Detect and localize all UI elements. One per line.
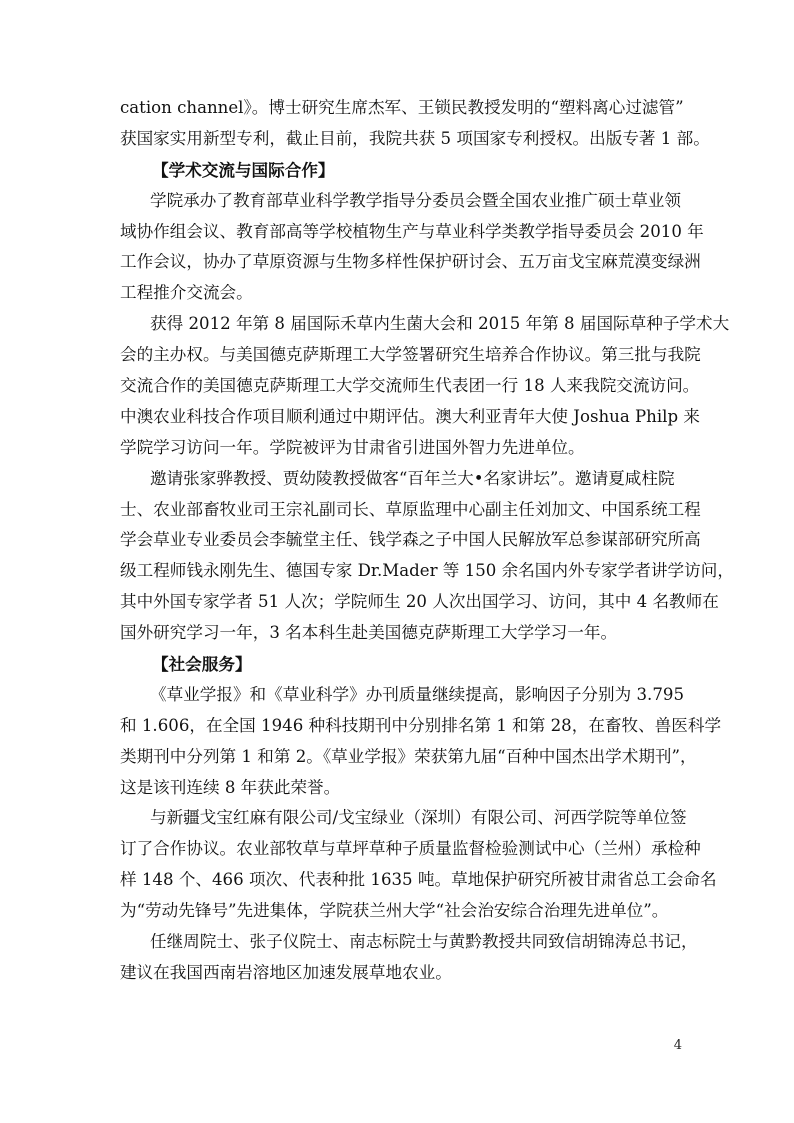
- body-text-line: 交流合作的美国德克萨斯理工大学交流师生代表团一行 18 人来我院交流访问。: [120, 376, 700, 396]
- body-text-line: 获得 2012 年第 8 届国际禾草内生菌大会和 2015 年第 8 届国际草种子学术大: [150, 314, 730, 334]
- body-text-line: 学院承办了教育部草业科学教学指导分委员会暨全国农业推广硕士草业领: [150, 190, 681, 210]
- body-text-line: 为“劳动先锋号”先进集体，学院获兰州大学“社会治安综合治理先进单位”。: [120, 901, 669, 921]
- body-text-line: 学会草业专业委员会李毓堂主任、钱学森之子中国人民解放军总参谋部研究所高: [120, 530, 701, 550]
- body-text-line: 获国家实用新型专利，截止目前，我院共获 5 项国家专利授权。出版专著 1 部。: [120, 128, 710, 148]
- body-text-line: 订了合作协议。农业部牧草与草坪草种子质量监督检验测试中心（兰州）承检种: [120, 839, 701, 859]
- body-text-line: 级工程师钱永刚先生、德国专家 Dr.Mader 等 150 余名国内外专家学者讲学访问，: [120, 561, 734, 581]
- body-text-line: 这是该刊连续 8 年获此荣誉。: [120, 777, 341, 797]
- body-text-line: cation channel》。博士研究生席杰军、王锁民教授发明的“塑料离心过滤管”: [120, 98, 684, 117]
- document-body: [120, 93, 734, 989]
- body-text-line: 任继周院士、张子仪院士、南志标院士与黄黔教授共同致信胡锦涛总书记，: [150, 932, 698, 952]
- body-text-line: 类期刊中分列第 1 和第 2。《草业学报》荣获第九届“百种中国杰出学术期刊”，: [120, 746, 697, 766]
- body-text-line: 会的主办权。与美国德克萨斯理工大学签署研究生培养合作协议。第三批与我院: [120, 345, 701, 365]
- body-text-line: 《草业学报》和《草业科学》办刊质量继续提高，影响因子分别为 3.795: [150, 684, 684, 704]
- body-text-line: 学院学习访问一年。学院被评为甘肃省引进国外智力先进单位。: [120, 437, 585, 457]
- body-text-line: 样 148 个、466 项次、代表种批 1635 吨。草地保护研究所被甘肃省总工会命名: [120, 870, 717, 890]
- body-text-line: 国外研究学习一年，3 名本科生赴美国德克萨斯理工大学学习一年。: [120, 623, 618, 643]
- body-text-line: 工程推介交流会。: [120, 283, 253, 303]
- body-text-line: 士、农业部畜牧业司王宗礼副司长、草原监理中心副主任刘加文、中国系统工程: [120, 499, 701, 519]
- body-text-line: 工作会议，协办了草原资源与生物多样性保护研讨会、五万亩戈宝麻荒漠变绿洲: [120, 252, 701, 272]
- body-text-line: 与新疆戈宝红麻有限公司/戈宝绿业（深圳）有限公司、河西学院等单位签: [150, 808, 687, 828]
- body-text-line: 和 1.606，在全国 1946 种科技期刊中分别排名第 1 和第 28，在畜牧、兽医科学: [120, 715, 722, 735]
- body-text-line: 中澳农业科技合作项目顺利通过中期评估。澳大利亚青年大使 Joshua Philp 来: [120, 406, 700, 426]
- body-text-line: 域协作组会议、教育部高等学校植物生产与草业科学类教学指导委员会 2010 年: [120, 221, 704, 241]
- section-heading-social-service: 【社会服务】: [152, 654, 252, 675]
- body-text-line: 建议在我国西南岩溶地区加速发展草地农业。: [120, 962, 452, 982]
- body-text-line: 邀请张家骅教授、贾幼陵教授做客“百年兰大•名家讲坛”。邀请夏咸柱院: [150, 468, 675, 488]
- page-number: 4: [673, 1038, 682, 1053]
- body-text-line: 其中外国专家学者 51 人次；学院师生 20 人次出国学习、访问，其中 4 名教师在: [120, 592, 719, 612]
- section-heading-academic-exchange: 【学术交流与国际合作】: [152, 159, 335, 180]
